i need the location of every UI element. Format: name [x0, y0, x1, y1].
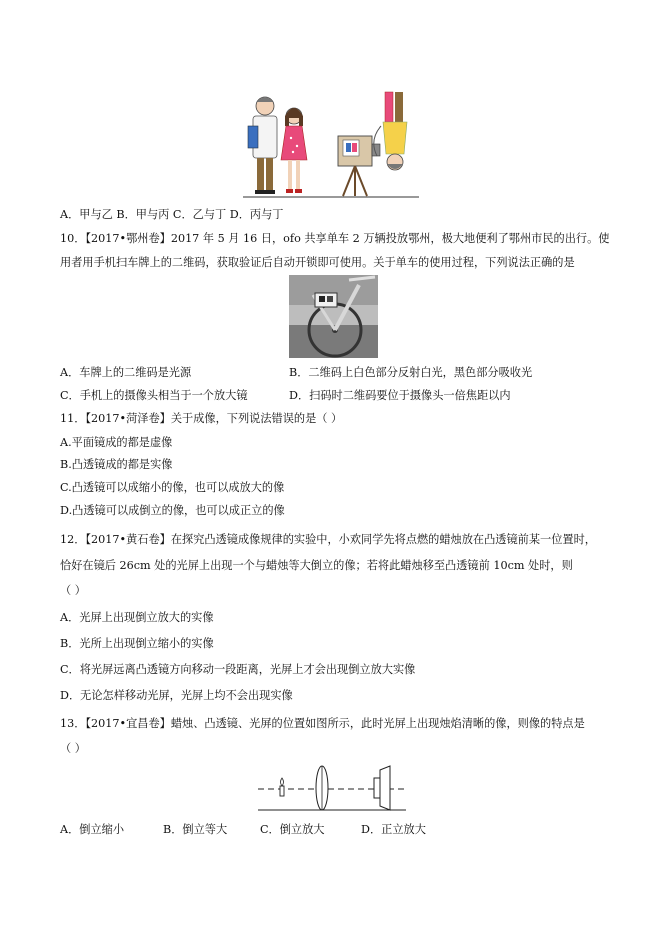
- q13-option-b: B．倒立等大: [163, 823, 228, 836]
- q12-option-d: D．无论怎样移动光屏，光屏上均不会出现实像: [60, 689, 293, 702]
- q11-option-c: C.凸透镜可以成缩小的像，也可以成放大的像: [60, 481, 285, 494]
- q10-option-b: B．二维码上白色部分反射白光，黑色部分吸收光: [289, 366, 533, 379]
- q12-option-a: A．光屏上出现倒立放大的实像: [60, 611, 214, 624]
- figure-bicycle-photo: [289, 275, 378, 358]
- q12-stem-line2: 恰好在镜后 26cm 处的光屏上出现一个与蜡烛等大倒立的像；若将此蜡烛移至凸透镜前 10cm 处时，则: [60, 559, 573, 572]
- q13-paren: （ ）: [60, 742, 86, 755]
- q12-option-c: C．将光屏远离凸透镜方向移动一段距离，光屏上才会出现倒立放大实像: [60, 663, 416, 676]
- q13-option-a: A．倒立缩小: [60, 823, 125, 836]
- q11-option-d: D.凸透镜可以成倒立的像，也可以成正立的像: [60, 504, 285, 517]
- q10-option-a: A．车牌上的二维码是光源: [60, 366, 192, 379]
- q12-paren: （ ）: [60, 584, 86, 597]
- q9-options: A．甲与乙 B．甲与丙 C．乙与丁 D．丙与丁: [60, 208, 284, 221]
- q11-option-a: A.平面镜成的都是虚像: [60, 436, 173, 449]
- figure-optical-bench: [256, 764, 408, 814]
- figure-camera-people: [243, 86, 419, 199]
- q13-stem-line1: 13．【2017•宜昌卷】蜡烛、凸透镜、光屏的位置如图所示，此时光屏上出现烛焰清晰的像，则像的特点是: [60, 717, 585, 730]
- q13-option-c: C．倒立放大: [260, 823, 325, 836]
- q10-option-d: D．扫码时二维码要位于摄像头一倍焦距以内: [289, 389, 511, 402]
- q10-option-c: C．手机上的摄像头相当于一个放大镜: [60, 389, 248, 402]
- q10-stem-line2: 用者用手机扫车牌上的二维码，获取验证后自动开锁即可使用。关于单车的使用过程，下列说法正确的是: [60, 256, 575, 269]
- q11-stem: 11．【2017•菏泽卷】关于成像，下列说法错误的是（ ）: [60, 412, 343, 425]
- q12-stem-line1: 12．【2017•黄石卷】在探究凸透镜成像规律的实验中，小欢同学先将点燃的蜡烛放在凸透镜前某一位置时，: [60, 533, 596, 546]
- q13-option-d: D．正立放大: [361, 823, 426, 836]
- q11-option-b: B.凸透镜成的都是实像: [60, 458, 173, 471]
- q10-stem-line1: 10．【2017•鄂州卷】2017 年 5 月 16 日，ofo 共享单车 2 万辆投放鄂州，极大地便利了鄂州市民的出行。使: [60, 232, 610, 245]
- q12-option-b: B．光所上出现倒立缩小的实像: [60, 637, 214, 650]
